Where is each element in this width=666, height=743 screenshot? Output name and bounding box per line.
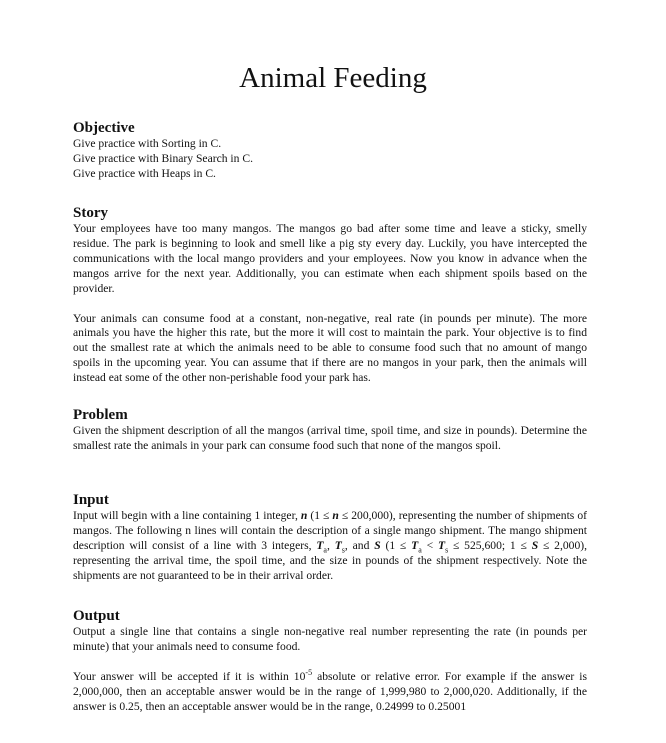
subscript: a xyxy=(323,545,327,555)
story-heading: Story xyxy=(73,205,108,221)
var-s: S xyxy=(374,538,381,552)
output-paragraph-1: Output a single line that contains a single non-negative real number representing the rate (in pounds per minute) that your animals need to consume food. xyxy=(73,625,587,653)
objective-line: Give practice with Heaps in C. xyxy=(73,166,216,180)
page-title: Animal Feeding xyxy=(239,62,427,94)
input-text: (1 ≤ xyxy=(307,509,333,522)
problem-paragraph: Given the shipment description of all the mangos (arrival time, spoil time, and size in pounds). Determine the smallest rate the animals in your park can consume food such that none of the mangos spoil. xyxy=(73,424,587,452)
var-s: S xyxy=(531,538,539,552)
objective-line: Give practice with Binary Search in C. xyxy=(73,151,253,165)
input-text: ≤ 525,600; 1 ≤ xyxy=(448,538,532,552)
var-n: n xyxy=(332,509,339,522)
story-paragraph-2: Your animals can consume food at a constant, non-negative, real rate (in pounds per minute). The more animals you have the higher this rate, but the more it will cost to maintain the park. Your objective is to find out the smallest rate at which the animals need to be able to consume food such that no amount of mango spoils in the upcoming year. You can assume that if there are no mangos in your park, then the animals will instead eat some of the other non-perishable food your park has. xyxy=(73,311,587,385)
input-text: < xyxy=(421,538,438,552)
input-text: (1 ≤ xyxy=(380,538,412,552)
objective-section xyxy=(73,120,587,182)
output-text: Your answer will be accepted if it is within 10 xyxy=(73,669,306,683)
story-paragraph-1: Your employees have too many mangos. The mangos go bad after some time and leave a sticky, smelly residue. The park is beginning to look and smell like a pig sty every day. Luckily, you have intercepted the communications with the local mango providers and your employees. Now you know in advance when the mangos arrive for the next year. Additionally, you can estimate when each shipment spoils based on the provider. xyxy=(73,222,587,295)
subscript: s xyxy=(341,545,345,555)
superscript: -5 xyxy=(305,667,313,677)
objective-heading: Objective xyxy=(73,120,135,136)
var-t: T xyxy=(334,538,342,552)
var-n: n xyxy=(300,509,308,522)
story-section xyxy=(73,205,587,386)
output-heading: Output xyxy=(73,608,120,624)
subscript: a xyxy=(418,545,422,555)
var-t: T xyxy=(411,538,419,552)
output-paragraph-2 xyxy=(73,667,587,715)
input-text: , xyxy=(326,538,335,552)
output-text: absolute or relative error. For example if the answer is 2,000,000, then an acceptable answer would be in the range of 1,999,980 to 2,000,020. Additionally, if the answer is 0.25, then an acceptable answer would be in the range, 0.24999 to 0.25001 xyxy=(73,669,587,713)
input-paragraph xyxy=(73,509,587,584)
input-section xyxy=(73,492,587,584)
input-text: ≤ 2,000), representing the arrival time, the spoil time, and the size in pounds of the shipment respectively. Note the shipments are not guaranteed to be in their arrival order. xyxy=(73,538,587,582)
input-text: Input will begin with a line containing 1 integer, xyxy=(73,509,301,522)
subscript: s xyxy=(445,545,449,555)
output-section xyxy=(73,608,587,715)
input-heading: Input xyxy=(73,492,109,508)
problem-heading: Problem xyxy=(73,407,128,423)
objective-line: Give practice with Sorting in C. xyxy=(73,137,222,150)
var-t: T xyxy=(316,538,324,552)
input-text: , and xyxy=(344,538,375,552)
problem-section xyxy=(73,407,587,454)
input-text: ≤ 200,000), representing the number of shipments of mangos. The following n lines will contain the description of a single mango shipment. The mango shipment description will consist of a line with 3 integers, xyxy=(73,509,587,552)
var-t: T xyxy=(437,538,446,552)
